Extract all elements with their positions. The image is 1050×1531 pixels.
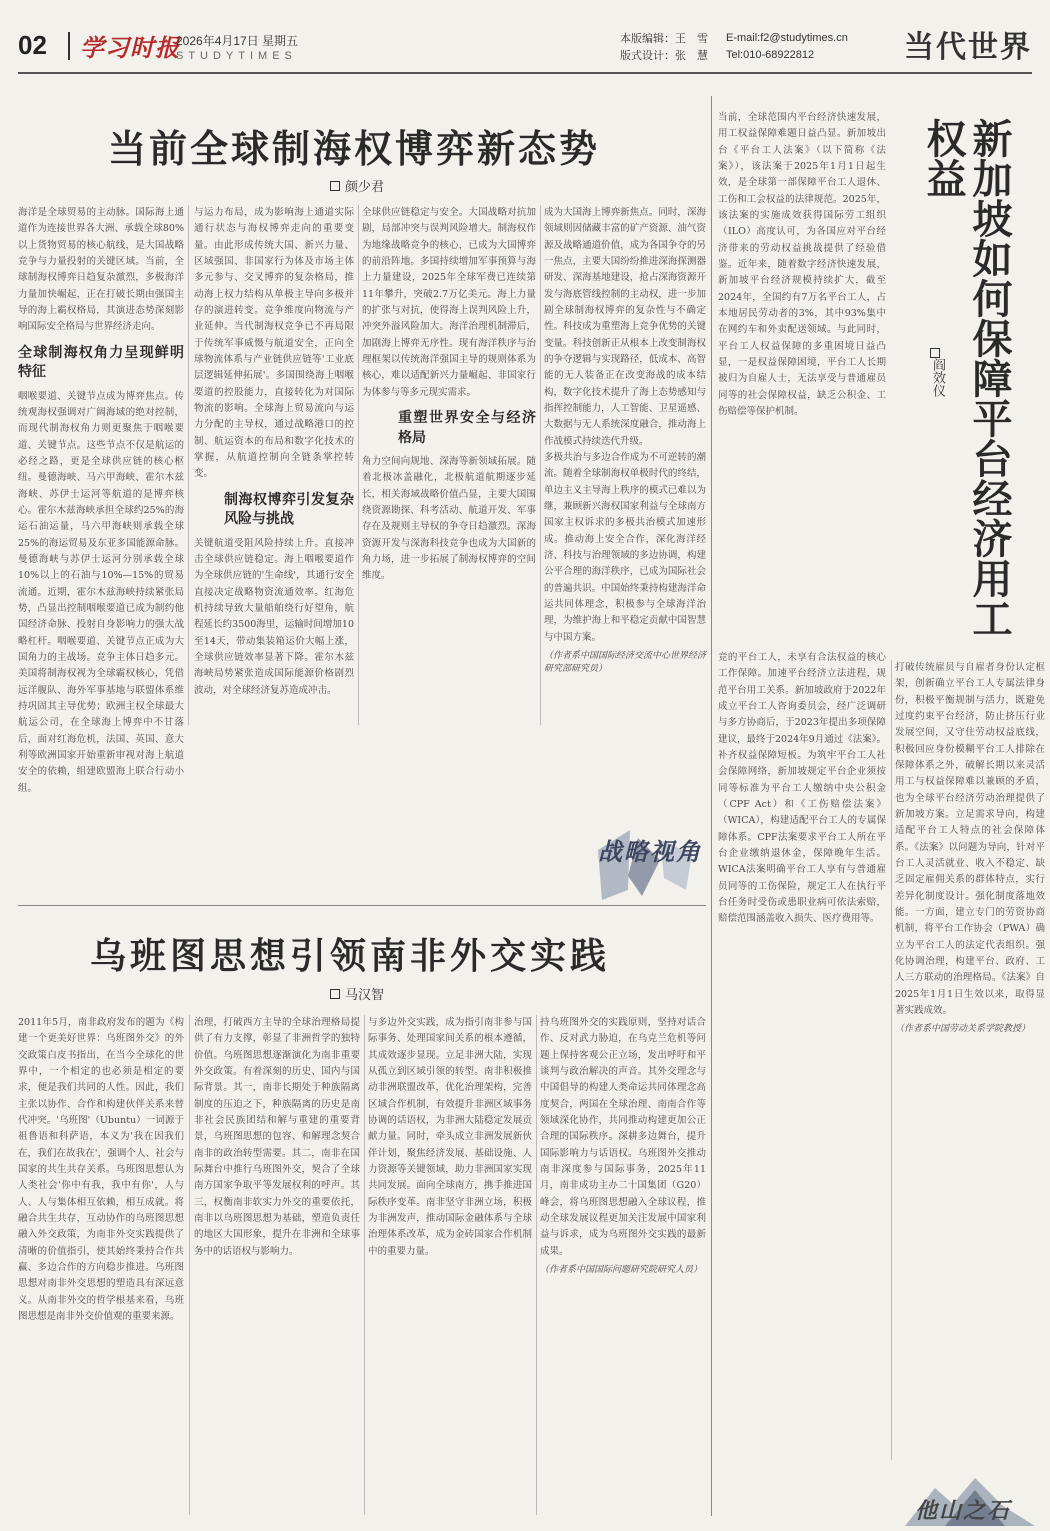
contact-email[interactable]: E-mail:f2@studytimes.cn — [726, 32, 848, 44]
column-rule — [188, 205, 189, 725]
paper-name-en: STUDYTIMES — [176, 50, 297, 62]
editors-block — [620, 30, 708, 64]
column-rule — [536, 1015, 537, 1515]
paragraph: 海洋是全球贸易的主动脉。国际海上通道作为连接世界各大洲、承载全球80%以上货物贸易的核心航线，是大国战略竞争与力量投射的关键区域。当前，全球制海权博弈日趋复杂激烈，多极海洋力量加快崛起，正在打破长期由强国主导的海上霸权格局，其演进态势深刻影响国际安全格局与世界经济走向。 — [18, 207, 184, 333]
paragraph: 全球供应链稳定与安全。大国战略对抗加剧，局部冲突与误判风险增大。制海权作为地缘战略竞争的核心，已成为大国博弈的前沿阵地。多国持续增加军事预算与海上力量建设，2025年全球军费已连续第11年攀升，突破2.7万亿美元。海上力量的扩张与对抗，使得海上误判风险上升，冲突外溢风险加大。海洋治理机制滞后，加剧海上博弈无序性。现有海洋秩序与治理框架以传统海洋强国主导的规则体系为核心，难以适配新兴力量崛起、非国家行为体参与等多元现实需求。 — [362, 207, 536, 398]
article1-subhead-3: 重塑世界安全与经济格局 — [398, 409, 536, 446]
article2-column-1 — [18, 1015, 184, 1515]
column-rule — [358, 205, 359, 725]
paragraph: 2011年5月，南非政府发布的题为《构建一个更美好世界：乌班图外交》的外交政策白皮书指出，在当今全球化的世界中，一个相定的也必须是相定的要求，便是我们共同的人性。因此，我们主张以协作、合作和构建伙伴关系来替代冲突。'乌班图'（Ubuntu）一词源于祖鲁语和科萨语，本义为'我在因我们在，我们在故我在'，强调个人、社会与国家的共生共存关系。乌班图思想认为人类社会'你中有我，我中有你'，人与人、人与集体相互依赖，相互成就。将融合共生共存，互动协作的乌班图思想融入外交政策，为南非外交实践提供了清晰的价值指引，使其始终秉持合作共赢、多边合作的方向稳步推进。乌班图思想对南非外交思想的塑造具有深远意义。从南非外交的哲学根基来看，乌班图思想是南非外交价值观的重要来源。 — [18, 1017, 184, 1322]
paragraph: 多极共治与多边合作成为不可逆转的潮流。随着全球制海权单极时代的终结，单边主义主导海上秩序的模式已难以为继，兼顾新兴海权国家利益与全球南方国家主权诉求的多极共治模式加速形成。推动海上安全合作，深化海洋经济、科技与治理领域的多边协调，构建公平合理的海洋秩序，已成为国际社会的普遍共识。中国始终秉持构建海洋命运共同体理念，积极参与全球海洋治理，为维护海上和平稳定贡献中国智慧与中国方案。 — [544, 451, 706, 643]
paragraph: 角力空间向规地、深海等新领域拓展。随着北极冰盖融化，北极航道航期逐步延长，相关海域战略价值凸显，主要大国围绕资源勘探、科考活动、航道开发、军事存在及规则主导权的争夺日趋激烈。深海资源开发与深海科技竞争也成为大国新的角力场，进一步拓展了制海权博弈的空间维度。 — [362, 456, 536, 582]
column-rule — [540, 205, 541, 725]
article1-title: 当前全球制海权博弈新态势 — [108, 126, 601, 171]
article2-column-4 — [540, 1015, 706, 1515]
column-stamp: 他山之石 — [915, 1498, 1012, 1524]
page-number: 02 — [18, 30, 47, 60]
article3-column-3 — [895, 660, 1045, 1460]
article1-column-4 — [544, 205, 706, 815]
column-rule — [364, 1015, 365, 1515]
article3-title: 新加坡如何保障平台经济用工权益 — [920, 118, 1013, 638]
article1-column-1 — [18, 205, 184, 794]
paragraph: 与运力布局，成为影响海上通道实际通行状态与海权博弈走向的重要变量。由此形成传统大国、新兴力量、区域强国、非国家行为体及市场主体多元参与、交叉博弈的复杂格局，推动海上权力结构从单极主导向多极并存的演进转变。竞争维度向物流与产业延伸。当代制海权竞争已不再局限于传统军事威慑与航道安全，正向全球物流体系与产业链供应链等'工业底层逻辑延伸拓展'。多国围绕海上咽喉要道的控股能力，直接转化为对国际物流的影响。全球海上贸易流向与运力分配的主导权，通过战略港口的控制、航运资本的布局和数字化技术的掌握，从航道控制向全链条掌控转变。 — [194, 207, 354, 480]
contact-block — [726, 30, 848, 64]
paragraph: 打破传统雇员与自雇者身份认定框架，创新确立平台工人专属法律身份，积极平衡规制与活力，既避免过度约束平台经济，防止挤压行业发展空间，又守住劳动权益底线，积极回应身份模糊平台工人排除在保障体系之外，破解长期以来灵活用工与权益保障难以兼顾的矛盾，也为全球平台经济劳动治理提供了新加坡方案。立足需求导向，构建适配平台工人特点的社会保障体系。《法案》以问题为导向，针对平台工人灵活就业、收入不稳定、缺乏固定雇佣关系的群体特点，实行差异化制度设计。强化制度落地效能。一方面，建立专门的劳资协商机制，将平台工作协会（PWA）确立为平台工人的法定代表组织。强化协调治理，构建平台、政府、工人三方联动的治理格局。《法案》自2025年1月1日生效以来，取得显著实践成效。 — [895, 662, 1045, 1016]
article2-column-2 — [194, 1015, 360, 1515]
editor-line: 本版编辑：王 雪 — [620, 32, 708, 45]
article3-column-2 — [718, 650, 886, 1510]
article-divider — [18, 905, 706, 906]
paragraph: 与多边外交实践，成为指引南非参与国际事务、处理国家间关系的根本遵循，其成效逐步显现。立足非洲大陆，实现从孤立到区域引领的转型。南非积极推动非洲联盟改革，优化治理架构，完善区域合作机制，有效提升非洲区域事务协调的话语权，为非洲大陆稳定发展贡献力量。同时，牵头成立非洲发展新伙伴计划，聚焦经济发展、基础设施、人力资源等关键领域，助力非洲国家实现共同发展。面向全球南方，携手推进国际秩序变革。南非坚守非洲立场，积极为非洲发声，推动国际金融体系与全球治理体系改革，成为金砖国家合作机制中的重要力量。 — [368, 1017, 532, 1257]
article3-credit: （作者系中国劳动关系学院教授） — [895, 1024, 1031, 1035]
paragraph: 治理，打破西方主导的全球治理格局提供了有力支撑，彰显了非洲哲学的独特价值。乌班图思想逐渐演化为南非重要外交政策。有着深刻的历史、国内与国际背景。其一，南非长期处于种族隔离制度的压迫之下，种族隔离的历史是南非社会民族团结和解与重建的重要背景，乌班图思想的包容、和解理念契合南非的政治转型需要。其二，南非在国际舞台中推行乌班图外交，契合了全球南方国家争取平等发展权利的呼声。其三，权衡南非软实力外交的重要依托，南非以乌班图思想为基础，塑造负责任的地区大国形象，提升在非洲和全球事务中的话语权与影响力。 — [194, 1017, 360, 1257]
article1-column-2 — [194, 205, 354, 725]
article1-column-3 — [362, 205, 536, 725]
section-title: 当代世界 — [904, 30, 1032, 65]
paragraph: 持乌班图外交的实践原则，坚持对话合作、反对武力胁迫，在乌克兰危机等问题上保持客观公正立场，发出呼吁和平谈判与政治解决的声音。其外交理念与中国倡导的构建人类命运共同体理念高度契合，两国在全球治理、南南合作等领域深化协作，共同推动构建更加公正合理的国际秩序。深耕多边舞台，提升国际影响力与话语权。乌班图外交推动南非深度参与国际事务，2025年11月，南非成功主办二十国集团（G20）峰会，将乌班图思想融入全球议程，推动全球发展议程更加关注发展中国家利益与诉求，成为乌班图外交实践的最新成果。 — [540, 1017, 706, 1257]
article3-column-1 — [718, 110, 886, 640]
paragraph: 关键航道受阻风险持续上升。直接冲击全球供应链稳定。海上咽喉要道作为全球供应链的'生命线'，其通行安全直接决定战略物资流通效率。红海危机持续导致大量船舶绕行好望角，航程延长约3500海里，运输时间增加10至14天，带动集装箱运价大幅上涨，全球供应链效率显著下降。霍尔木兹海峡局势紧张造成国际能源价格剧烈波动，对全球经济复苏造成冲击。 — [194, 537, 354, 696]
contact-phone: Tel:010-68922812 — [726, 49, 815, 61]
section-rule — [711, 96, 712, 1516]
article3-author: 阎效仪 — [928, 348, 947, 397]
article2-column-3 — [368, 1015, 532, 1515]
article1-subhead-2: 制海权博弈引发复杂风险与挑战 — [224, 491, 354, 528]
article1-author: 颜少君 — [330, 176, 384, 195]
column-rule — [891, 660, 892, 1460]
article2-author: 马汉智 — [330, 984, 384, 1003]
paper-name: 学习时报 — [80, 33, 180, 62]
article2-credit: （作者系中国国际问题研究院研究人员） — [540, 1264, 703, 1275]
paragraph: 当前，全球范围内平台经济快速发展，用工权益保障难题日益凸显。新加坡出台《平台工人法案》（以下简称《法案》），该法案于2025年1月1日起生效，是全球第一部保障平台工人退休、工伤和工会权益的法律规范。2025年，该法案的实施成效获得国际劳工组织（ILO）高度认可，为各国应对平台经济带来的劳动权益挑战提供了经验借鉴。近年来，随着数字经济快速发展，新加坡平台经济规模持续扩大，截至2024年，全国约有7万名平台工人，占本地居民劳动者的3%，其中93%集中在网约车和外卖配送领域。与此同时，平台工人权益保障的多重困境日益凸显，一是权益保障困境，平台工人长期被归为自雇人士，无法享受与普通雇员同等的社会保障权益，缺乏公积金、工伤赔偿等保护机制。 — [718, 112, 886, 417]
layout-editor-line: 版式设计：张 慧 — [620, 49, 708, 62]
paragraph: 成为大国海上博弈新焦点。同时，深海领域则因储藏丰富的矿产资源、油气资源及战略通道价值，成为各国争夺的另一焦点，主要大国纷纷推进深海探测器研发、深海基地建设，抢占深海资源开发与海底管线控制的主动权，进一步加剧全球制海权博弈的复杂性与不确定性。科技成为重塑海上竞争优势的关键变量。科技创新正从根本上改变制海权的争夺逻辑与实现路径，低成本、高智能的无人装备正在改变海战的成本结构，数字化技术提升了海上态势感知与指挥控制能力，人工智能、卫星遥感、大数据与无人系统深度融合，推动海上作战模式持续迭代升级。 — [544, 207, 706, 447]
article1-credit: （作者系中国国际经济交流中心世界经济研究部研究员） — [544, 650, 707, 675]
paragraph: 竞的平台工人，未享有合法权益的核心工作保障。加速平台经济立法进程，规范平台用工关系。新加坡政府于2022年成立平台工人咨询委员会，经广泛调研与多方协商后，于2023年提出多项保障建议，最终于2024年9月通过《法案》。补齐权益保障短板。为筑牢平台工人社会保障网络，新加坡规定平台企业须按同等标准为平台工人缴纳中央公积金（CPF Act）和《工伤赔偿法案》（WICA），构建适配平台工人的专属保障体系。CPF法案要求平台工人所在平台企业缴纳退休金，保障晚年生活。WICA法案明确平台工人享有与普通雇员同等的工伤保险，规定工人在执行平台任务时受伤或患职业病可依法索赔，赔偿范围涵盖收入损失、医疗费用等。 — [718, 652, 886, 925]
column-rule — [189, 1015, 190, 1515]
paragraph: 咽喉要道、关键节点成为博弈焦点。传统观海权强调对广阔海域的绝对控制，而现代制海权角力则更聚焦于咽喉要道、关键节点。这些节点不仅是航运的必经之路，更是全球供应链的核心枢纽。曼德海峡、马六甲海峡、霍尔木兹海峡、苏伊士运河等航道的是博弈核心。霍尔木兹海峡承担全球约25%的海运石油运量，马六甲海峡则承载全球25%的海运贸易及东亚多国能源命脉。曼德海峡与苏伊士运河分别承载全球10%以上的石油与10%—15%的贸易流通。近期，霍尔木兹海峡持续紧张局势，凸显出控制咽喉要道已成为制约他国经济命脉、投射自身影响力的强大战略杠杆。咽喉要道、关键节点正成为大国角力的主战场。竞争主体日趋多元。美国将制海权视为全球霸权核心，凭借远洋舰队、海外军事基地与联盟体系维持巩固其主导优势；欧洲主权全球最大航运公司，在全球海上博弈中不甘落后，面对红海危机，法国、英国、意大利等欧洲国家开始重新审视对海上航道安全的依赖，组建欧盟海上联合行动小组。 — [18, 390, 184, 794]
divider — [68, 32, 70, 60]
article2-title: 乌班图思想引领南非外交实践 — [90, 935, 611, 977]
art-label: 战略视角 — [598, 837, 702, 866]
masthead — [18, 18, 1032, 74]
issue-date: 2026年4月17日 星期五 — [176, 34, 299, 48]
article1-subhead-1: 全球制海权角力呈现鲜明特征 — [18, 344, 184, 381]
